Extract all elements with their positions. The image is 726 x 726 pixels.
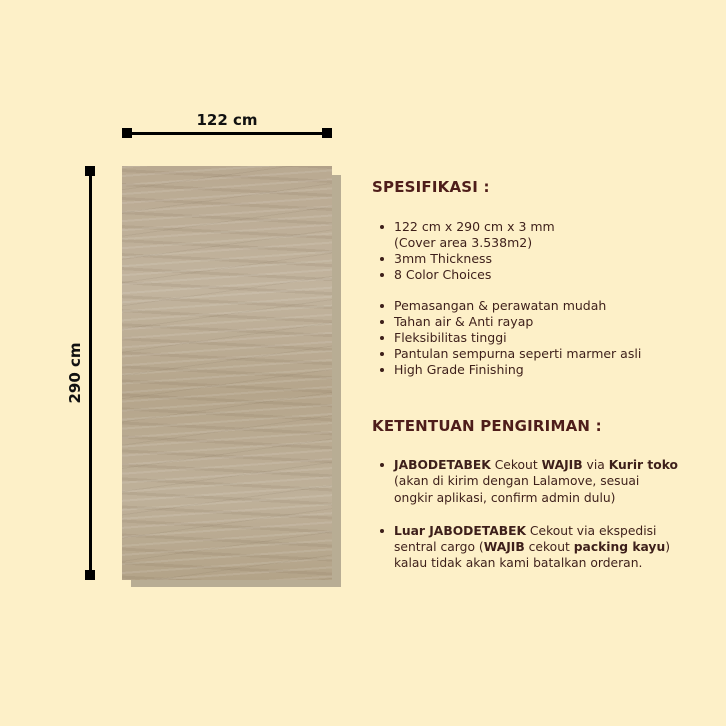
shipping-list — [380, 457, 680, 572]
bold-text: Kurir toko — [608, 458, 679, 472]
spec-size: 122 cm x 290 cm x 3 mm — [394, 219, 555, 234]
feature-text: Pemasangan & perawatan mudah — [394, 298, 607, 313]
spec-thickness: 3mm Thickness — [394, 251, 493, 266]
feature-text: Tahan air & Anti rayap — [394, 314, 534, 329]
list-item — [380, 362, 641, 378]
marble-tile-image — [122, 166, 332, 580]
list-item — [380, 346, 641, 362]
text: via — [582, 458, 609, 472]
spec-list-basic — [380, 219, 555, 283]
list-item — [380, 314, 641, 330]
shipping-heading: KETENTUAN PENGIRIMAN : — [372, 417, 602, 435]
text: Cekout — [490, 458, 542, 472]
text: cekout — [524, 540, 574, 555]
text: ) kalau tidak akan kami batalkan orderan. — [394, 540, 671, 571]
list-item — [380, 267, 555, 283]
height-dimension-label: 290 cm — [66, 342, 84, 404]
height-dimension-start-marker — [85, 166, 95, 176]
width-dimension-line — [127, 132, 327, 135]
feature-text: Pantulan sempurna seperti marmer asli — [394, 346, 642, 361]
bold-text: WAJIB — [483, 540, 525, 555]
bold-text: WAJIB — [541, 458, 583, 472]
spec-heading: SPESIFIKASI : — [372, 178, 490, 196]
width-dimension-label: 122 cm — [196, 111, 258, 129]
feature-text: High Grade Finishing — [394, 362, 524, 377]
bold-text: JABODETABEK — [394, 458, 491, 472]
width-dimension-end-marker — [322, 128, 332, 138]
spec-list-features — [380, 298, 641, 378]
list-item — [380, 330, 641, 346]
bold-text: packing kayu — [573, 540, 666, 555]
list-item — [380, 219, 555, 251]
bold-text: Luar JABODETABEK — [394, 523, 527, 538]
width-dimension-start-marker — [122, 128, 132, 138]
list-item — [380, 251, 555, 267]
spec-color-choices: 8 Color Choices — [394, 267, 492, 282]
height-dimension-line — [89, 171, 92, 575]
shipping-item-luar-jabodetabek — [380, 523, 680, 572]
text: Cekout via ekspedisi sentral cargo ( — [394, 523, 657, 555]
spec-cover-area: (Cover area 3.538m2) — [394, 235, 533, 250]
height-dimension-end-marker — [85, 570, 95, 580]
text: (akan di kirim dengan Lalamove, sesuai ongkir aplikasi, confirm admin dulu) — [394, 474, 640, 505]
shipping-item-jabodetabek — [380, 457, 680, 506]
list-item — [380, 298, 641, 314]
feature-text: Fleksibilitas tinggi — [394, 330, 507, 345]
